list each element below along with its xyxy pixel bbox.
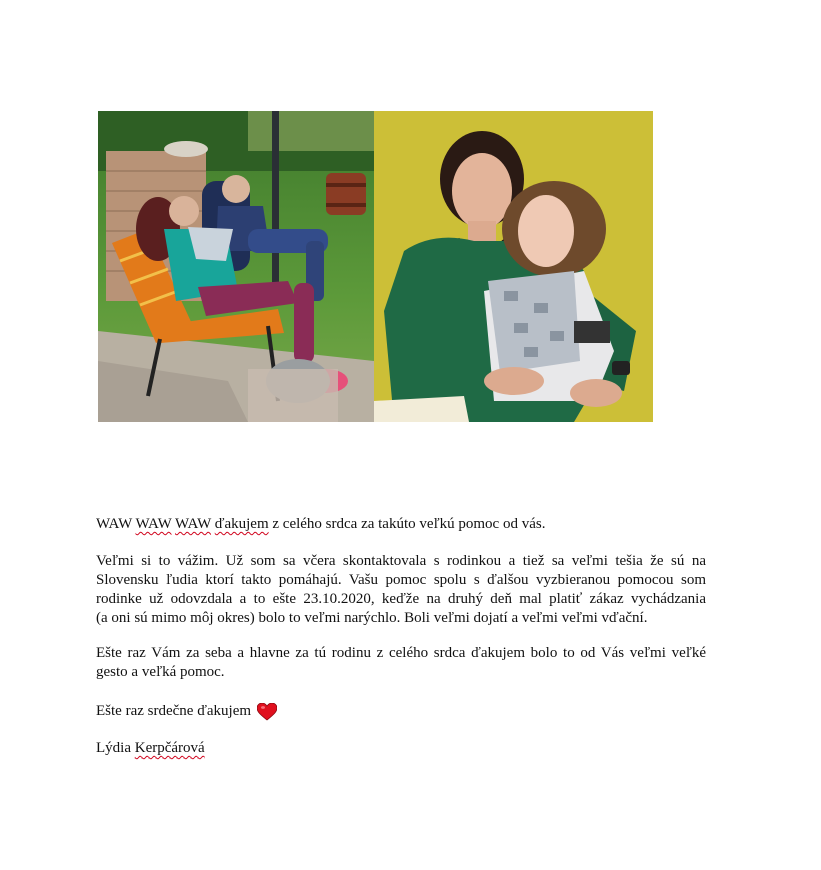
closing-text: Ešte raz srdečne ďakujem [96,703,252,719]
paragraph-line: rodinke už odovzdala a to ešte 23.10.2020, keďže na druhý deň mal platiť zákaz vychádzania [96,591,706,607]
greeting-rest: z celého srdca za takúto veľkú pomoc od vás. [268,516,546,532]
signature-last-name: Kerpčárová [134,740,205,756]
paragraph-gratitude [96,644,706,682]
signature [96,739,706,758]
waw-word-2: WAW [135,516,172,532]
waw-word-1: WAW [96,516,133,532]
paragraph-line: gesto a veľká pomoc. [96,664,225,680]
garden-photo [98,111,374,422]
paragraph-line: Veľmi si to vážim. Už som sa včera skontaktovala s rodinkou a tiež sa veľmi tešia že sú na [96,553,706,569]
waw-word-3: WAW [175,516,212,532]
dakujem-word: ďakujem [214,516,269,532]
paragraph-thanks [96,552,706,628]
greeting-line [96,515,706,534]
closing-line [96,702,706,721]
signature-first-name: Lýdia [96,740,135,756]
heart-icon [257,703,277,721]
portrait-photo [374,111,653,422]
paragraph-line: (a oni sú mimo môj okres) bolo to veľmi narýchlo. Boli veľmi dojatí a veľmi veľmi vďační. [96,610,648,626]
paragraph-line: Slovensku ľudia ktorí takto pomáhajú. Vašu pomoc spolu s ďalšou vyzbieranou pomocou som [96,572,706,588]
paragraph-line: Ešte raz Vám za seba a hlavne za tú rodinu z celého srdca ďakujem bolo to od Vás veľmi veľké [96,645,706,661]
